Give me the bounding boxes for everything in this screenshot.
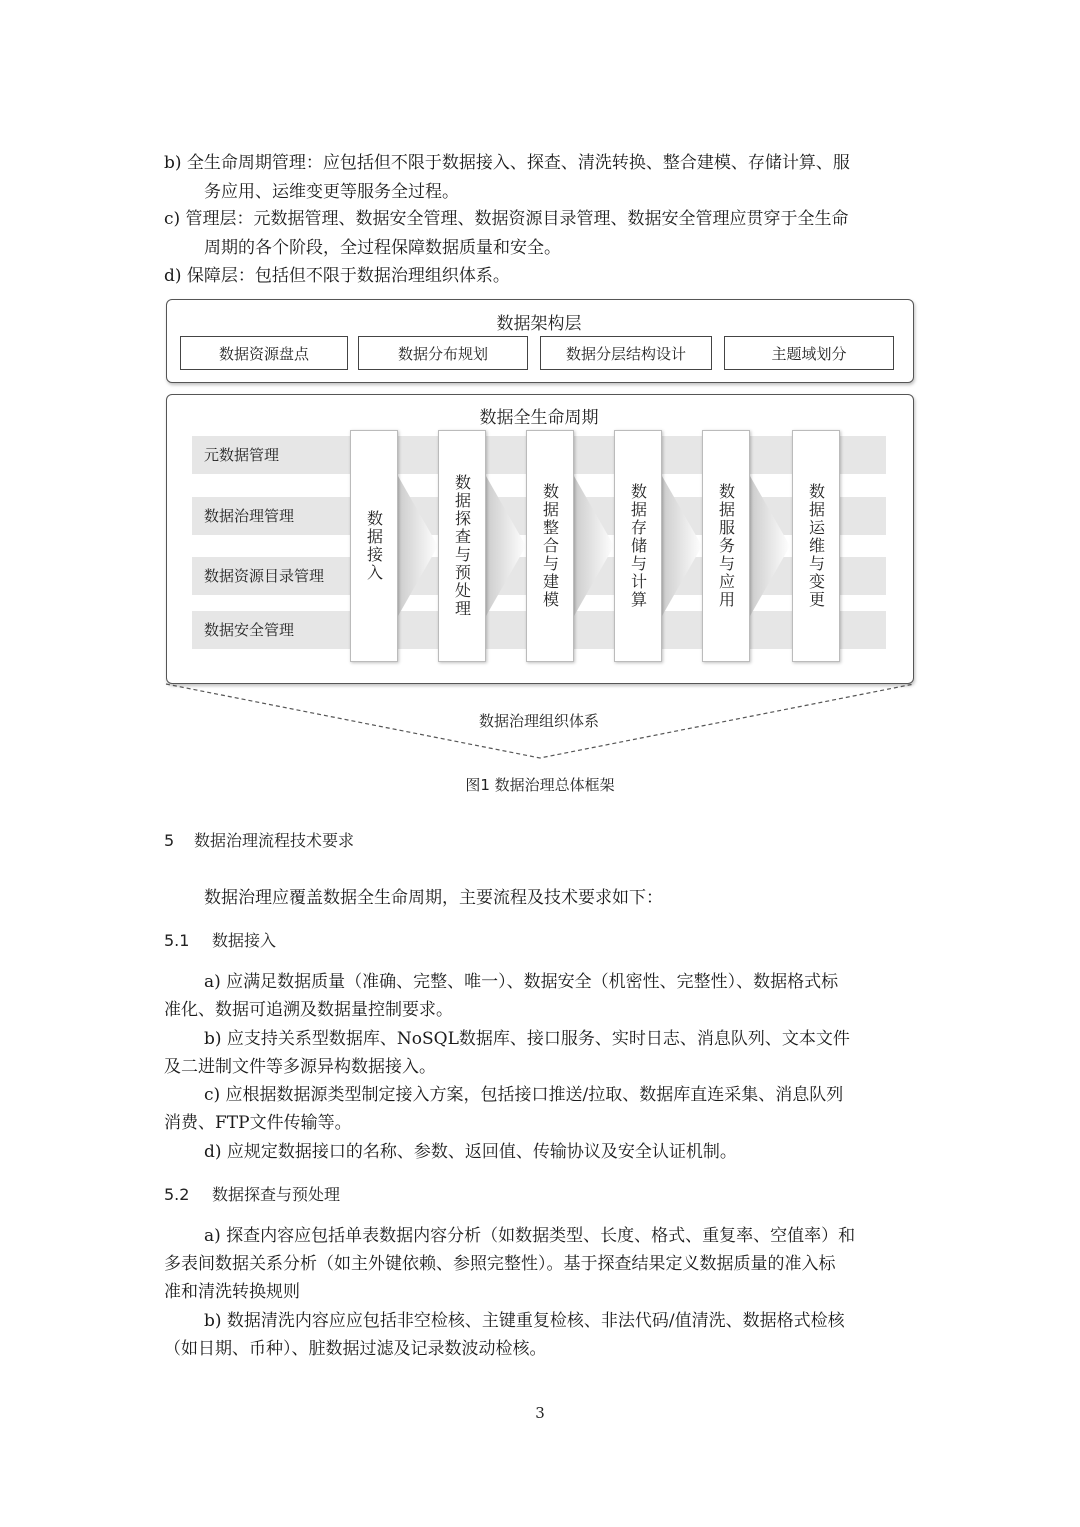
section-5-1-heading (164, 930, 276, 952)
arch-item-resource-inventory: 数据资源盘点 (180, 336, 348, 370)
profiling-item-a-line3: 准和清洗转换规则 (164, 1282, 300, 1302)
intro-item-c-line1: c) 管理层：元数据管理、数据安全管理、数据资源目录管理、数据安全管理应贯穿于全生命 (164, 209, 849, 229)
ingestion-item-a-line2: 准化、数据可追溯及数据量控制要求。 (164, 1000, 453, 1020)
management-row-label: 数据治理管理 (204, 507, 295, 525)
stage-label: 数据运维与变更 (806, 483, 826, 609)
profiling-item-a-line1: a) 探查内容应包括单表数据内容分析（如数据类型、长度、格式、重复率、空值率）和 (204, 1226, 856, 1246)
flow-arrow-icon (574, 476, 614, 616)
management-row-label: 数据安全管理 (204, 621, 295, 639)
figure-caption: 图1 数据治理总体框架 (465, 776, 615, 794)
stage-label: 数据接入 (364, 510, 384, 582)
management-row-label: 数据资源目录管理 (204, 567, 325, 585)
stage-data-storage (614, 430, 662, 662)
ingestion-item-b-line2: 及二进制文件等多源异构数据接入。 (164, 1057, 436, 1077)
stage-data-integration (526, 430, 574, 662)
flow-arrow-icon (486, 476, 526, 616)
section-title: 数据探查与预处理 (212, 1185, 341, 1204)
lifecycle-title: 数据全生命周期 (479, 408, 599, 428)
ingestion-item-a-line1: a) 应满足数据质量（准确、完整、唯一）、数据安全（机密性、完整性）、数据格式标 (204, 972, 839, 992)
section-5-intro: 数据治理应覆盖数据全生命周期，主要流程及技术要求如下： (204, 888, 663, 908)
flow-arrow-icon (750, 476, 790, 616)
flow-arrow-icon (398, 476, 438, 616)
profiling-item-a-line2: 多表间数据关系分析（如主外键依赖、参照完整性）。基于探查结果定义数据质量的准入标 (164, 1254, 836, 1274)
stage-label: 数据服务与应用 (716, 483, 736, 609)
intro-item-b-line2: 务应用、运维变更等服务全过程。 (204, 182, 459, 202)
section-title: 数据治理流程技术要求 (194, 831, 355, 850)
ingestion-item-c-line2: 消费、FTP文件传输等。 (164, 1113, 352, 1133)
stage-label: 数据存储与计算 (628, 483, 648, 609)
arch-item-distribution-planning: 数据分布规划 (358, 336, 528, 370)
ingestion-item-d: d) 应规定数据接口的名称、参数、返回值、传输协议及安全认证机制。 (204, 1142, 737, 1162)
arch-item-layer-design: 数据分层结构设计 (540, 336, 712, 370)
stage-data-profiling (438, 430, 486, 662)
arch-item-subject-domain: 主题域划分 (724, 336, 894, 370)
foundation-label: 数据治理组织体系 (478, 712, 599, 730)
section-number: 5 (164, 831, 175, 850)
architecture-layer-title: 数据架构层 (496, 314, 582, 334)
page-number: 3 (535, 1404, 545, 1422)
stage-data-service (702, 430, 750, 662)
intro-item-d: d) 保障层：包括但不限于数据治理组织体系。 (164, 266, 510, 286)
section-5-heading (164, 830, 354, 852)
section-title: 数据接入 (212, 931, 277, 950)
flow-arrow-icon (662, 476, 702, 616)
stage-data-operations (792, 430, 840, 662)
section-number: 5.1 (164, 931, 190, 950)
section-5-2-heading (164, 1184, 340, 1206)
section-number: 5.2 (164, 1185, 190, 1204)
ingestion-item-b-line1: b) 应支持关系型数据库、NoSQL数据库、接口服务、实时日志、消息队列、文本文件 (204, 1029, 850, 1049)
intro-item-c-line2: 周期的各个阶段，全过程保障数据质量和安全。 (204, 238, 561, 258)
management-row-label: 元数据管理 (204, 446, 280, 464)
stage-data-ingestion (350, 430, 398, 662)
stage-label: 数据探查与预处理 (452, 474, 472, 618)
stage-label: 数据整合与建模 (540, 483, 560, 609)
profiling-item-b-line2: （如日期、币种）、脏数据过滤及记录数波动检核。 (164, 1339, 547, 1359)
profiling-item-b-line1: b) 数据清洗内容应应包括非空检核、主键重复检核、非法代码/值清洗、数据格式检核 (204, 1311, 845, 1331)
intro-item-b-line1: b) 全生命周期管理：应包括但不限于数据接入、探查、清洗转换、整合建模、存储计算、服 (164, 153, 850, 173)
ingestion-item-c-line1: c) 应根据数据源类型制定接入方案，包括接口推送/拉取、数据库直连采集、消息队列 (204, 1085, 844, 1105)
